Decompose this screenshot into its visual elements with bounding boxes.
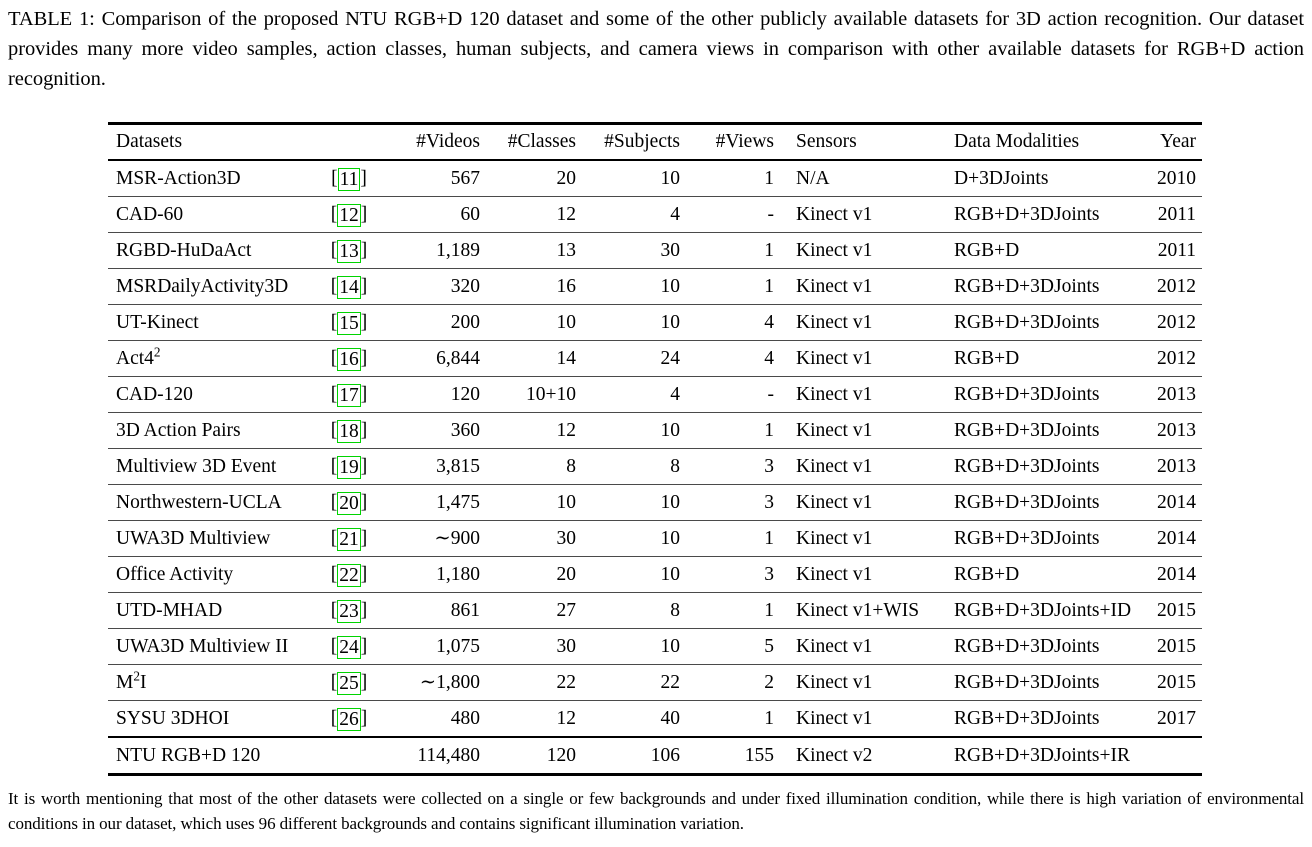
- citation-number[interactable]: 24: [339, 637, 359, 658]
- cell-modalities: D+3DJoints: [954, 168, 1049, 189]
- cell-sensors: Kinect v1: [796, 204, 873, 225]
- cell-videos: 480: [450, 708, 480, 729]
- citation-link[interactable]: [331, 449, 368, 484]
- table-row: [108, 485, 1202, 521]
- header-subjects: #Subjects: [604, 131, 680, 152]
- cell-classes: 22: [556, 672, 576, 693]
- cell-dataset-name: UWA3D Multiview: [116, 528, 271, 549]
- cell-dataset-name: Northwestern-UCLA: [116, 492, 282, 513]
- cell-subjects: 10: [660, 636, 680, 657]
- citation-bracket-open: [: [330, 636, 338, 657]
- cell-year: 2012: [1157, 276, 1196, 297]
- citation-bracket-open: [: [330, 240, 338, 261]
- table-row: [108, 629, 1202, 665]
- citation-link[interactable]: [331, 593, 368, 628]
- citation-bracket-close: ]: [360, 456, 368, 477]
- cell-dataset-name: MSRDailyActivity3D: [116, 276, 289, 297]
- cell-videos: ∼1,800: [419, 672, 480, 693]
- table-row: [108, 269, 1202, 305]
- cell-classes: 20: [556, 168, 576, 189]
- cell-sensors: Kinect v1: [796, 636, 873, 657]
- cell-sensors: Kinect v1+WIS: [796, 600, 920, 621]
- cell-modalities: RGB+D+3DJoints: [954, 420, 1100, 441]
- cell-sensors: N/A: [796, 168, 830, 189]
- citation-link[interactable]: [331, 341, 368, 376]
- header-videos: #Videos: [416, 131, 480, 152]
- cell-modalities: RGB+D: [954, 348, 1020, 369]
- cell-citation[interactable]: [312, 341, 386, 377]
- cell-views: 3: [764, 456, 774, 477]
- cell-dataset-name: CAD-120: [116, 384, 193, 405]
- cell-subjects: 10: [660, 528, 680, 549]
- cell-year: 2012: [1157, 312, 1196, 333]
- citation-number[interactable]: 15: [339, 313, 359, 334]
- citation-bracket-open: [: [331, 168, 338, 189]
- header-sensors: Sensors: [796, 131, 857, 152]
- citation-link[interactable]: [331, 665, 368, 700]
- cell-subjects: 10: [660, 168, 680, 189]
- cell-modalities: RGB+D+3DJoints: [954, 276, 1100, 297]
- citation-bracket-open: [: [330, 384, 338, 405]
- cell-subjects: 4: [670, 204, 680, 225]
- cell-subjects: 10: [660, 276, 680, 297]
- cell-year: 2013: [1157, 384, 1196, 405]
- cell-videos: 6,844: [436, 348, 480, 369]
- cell-views: 4: [764, 348, 774, 369]
- cell-dataset-name: UT-Kinect: [116, 312, 199, 333]
- cell-sensors: Kinect v1: [796, 348, 873, 369]
- cell-views: 1: [764, 528, 774, 549]
- cell-dataset-name: $Act4^2$: [116, 344, 161, 369]
- cell-sensors: Kinect v1: [796, 384, 873, 405]
- cell-subjects: 8: [670, 456, 680, 477]
- citation-link[interactable]: [331, 233, 368, 268]
- cell-dataset-name: $M^2I$: [116, 668, 147, 693]
- citation-bracket-close: ]: [360, 348, 368, 369]
- cell-classes: 10: [556, 492, 576, 513]
- cell-modalities: RGB+D: [954, 240, 1020, 261]
- cell-sensors: Kinect v1: [796, 672, 873, 693]
- citation-number[interactable]: 14: [339, 277, 359, 298]
- header-classes: #Classes: [507, 131, 576, 152]
- cell-year: 2012: [1157, 348, 1196, 369]
- table-row: [108, 557, 1202, 593]
- citation-bracket-close: ]: [360, 240, 368, 261]
- cell-videos: 861: [450, 600, 480, 621]
- header-year: Year: [1160, 131, 1196, 152]
- cell-modalities: RGB+D+3DJoints: [954, 528, 1100, 549]
- cell-subjects: 106: [650, 745, 680, 766]
- cell-classes: 30: [556, 636, 576, 657]
- cell-citation[interactable]: [312, 413, 386, 449]
- cell-subjects: 10: [660, 564, 680, 585]
- citation-number[interactable]: 12: [339, 205, 359, 226]
- cell-subjects: 30: [660, 240, 680, 261]
- table-bottom-rule: [108, 775, 1202, 777]
- cell-classes: 120: [546, 745, 576, 766]
- cell-classes: 8: [566, 456, 576, 477]
- cell-citation[interactable]: [312, 197, 386, 233]
- header-views: #Views: [715, 131, 774, 152]
- cell-modalities: RGB+D+3DJoints: [954, 204, 1100, 225]
- cell-modalities: RGB+D+3DJoints: [954, 636, 1100, 657]
- table-row: [108, 341, 1202, 377]
- cell-year: 2011: [1157, 240, 1196, 261]
- table-row: [108, 593, 1202, 629]
- cell-citation[interactable]: [312, 701, 386, 737]
- table-caption: TABLE 1: Comparison of the proposed NTU RGB+D 120 dataset and some of the other publicly available datasets for 3D action recognition. Our dataset provides many more video samples, action classes, human subjects, and camera views in comparison with other available datasets for RGB+D action recognition.: [8, 8, 1304, 90]
- citation-bracket-open: [: [330, 204, 338, 225]
- citation-number[interactable]: 25: [339, 673, 359, 694]
- cell-videos: 1,189: [436, 240, 480, 261]
- cell-classes: 10+10: [526, 384, 576, 405]
- cell-subjects: 8: [670, 600, 680, 621]
- cell-modalities: RGB+D+3DJoints: [954, 492, 1100, 513]
- cell-views: 1: [764, 600, 774, 621]
- cell-dataset-name: SYSU 3DHOI: [116, 708, 230, 729]
- table-row: [108, 449, 1202, 485]
- citation-bracket-open: [: [330, 420, 338, 441]
- cell-views: 2: [764, 672, 774, 693]
- cell-classes: 14: [556, 348, 576, 369]
- cell-dataset-name: MSR-Action3D: [116, 168, 241, 189]
- cell-year: 2013: [1157, 456, 1196, 477]
- table-header-row: [108, 125, 1202, 160]
- cell-classes: 16: [556, 276, 576, 297]
- cell-sensors: Kinect v1: [796, 420, 873, 441]
- citation-bracket-close: ]: [360, 384, 368, 405]
- comparison-table: [108, 122, 1202, 776]
- table-row: [108, 197, 1202, 233]
- citation-link[interactable]: [331, 161, 367, 196]
- citation-bracket-close: ]: [360, 672, 368, 693]
- cell-sensors: Kinect v1: [796, 708, 873, 729]
- cell-views: 1: [764, 708, 774, 729]
- cell-sensors: Kinect v1: [796, 528, 873, 549]
- cell-videos: 114,480: [417, 745, 480, 766]
- citation-bracket-open: [: [330, 456, 338, 477]
- table-row: [108, 233, 1202, 269]
- cell-dataset-name: Office Activity: [116, 564, 234, 585]
- citation-bracket-close: ]: [360, 636, 368, 657]
- citation-bracket-close: ]: [360, 204, 368, 225]
- cell-classes: 20: [556, 564, 576, 585]
- cell-citation: [312, 738, 386, 775]
- cell-views: 5: [764, 636, 774, 657]
- citation-bracket-open: [: [330, 276, 338, 297]
- cell-year: 2015: [1157, 600, 1196, 621]
- citation-bracket-close: ]: [360, 528, 368, 549]
- cell-citation[interactable]: [312, 665, 386, 701]
- citation-bracket-open: [: [330, 708, 338, 729]
- cell-citation[interactable]: [312, 377, 386, 413]
- cell-dataset-name: Multiview 3D Event: [116, 456, 277, 477]
- cell-sensors: Kinect v2: [796, 745, 873, 766]
- cell-modalities: RGB+D+3DJoints: [954, 312, 1100, 333]
- citation-number[interactable]: 11: [339, 169, 359, 190]
- cell-views: 1: [764, 168, 774, 189]
- cell-modalities: RGB+D+3DJoints: [954, 672, 1100, 693]
- cell-views: 3: [764, 564, 774, 585]
- citation-number[interactable]: 21: [339, 529, 359, 550]
- citation-number[interactable]: 22: [339, 565, 359, 586]
- cell-dataset-name: NTU RGB+D 120: [116, 745, 261, 766]
- cell-dataset-name: UWA3D Multiview II: [116, 636, 289, 657]
- cell-dataset-name: RGBD-HuDaAct: [116, 240, 252, 261]
- table-row: [108, 701, 1202, 737]
- cell-year: 2015: [1157, 636, 1196, 657]
- cell-citation[interactable]: [312, 521, 386, 557]
- citation-link[interactable]: [331, 521, 368, 556]
- citation-link[interactable]: [331, 629, 368, 664]
- cell-modalities: RGB+D+3DJoints: [954, 708, 1100, 729]
- cell-videos: 1,475: [436, 492, 480, 513]
- cell-sensors: Kinect v1: [796, 312, 873, 333]
- cell-classes: 30: [556, 528, 576, 549]
- cell-views: -: [767, 204, 774, 225]
- cell-views: -: [767, 384, 774, 405]
- citation-number[interactable]: 23: [339, 601, 359, 622]
- header-modalities: Data Modalities: [954, 131, 1080, 152]
- table-row: [108, 305, 1202, 341]
- cell-sensors: Kinect v1: [796, 240, 873, 261]
- cell-videos: 1,180: [436, 564, 480, 585]
- citation-bracket-open: [: [330, 672, 338, 693]
- cell-modalities: RGB+D+3DJoints+ID: [954, 600, 1132, 621]
- citation-bracket-open: [: [330, 600, 338, 621]
- cell-year: 2014: [1157, 564, 1196, 585]
- citation-link[interactable]: [331, 413, 368, 448]
- citation-bracket-close: ]: [360, 492, 368, 513]
- cell-sensors: Kinect v1: [796, 564, 873, 585]
- header-citation: [312, 125, 386, 160]
- cell-videos: 360: [450, 420, 480, 441]
- cell-dataset-name: CAD-60: [116, 204, 184, 225]
- cell-year: 2017: [1157, 708, 1196, 729]
- citation-number[interactable]: 26: [339, 709, 359, 730]
- cell-sensors: Kinect v1: [796, 492, 873, 513]
- cell-classes: 12: [556, 420, 576, 441]
- citation-number[interactable]: 16: [339, 349, 359, 370]
- cell-classes: 10: [556, 312, 576, 333]
- citation-bracket-open: [: [330, 528, 338, 549]
- citation-link[interactable]: [331, 197, 368, 232]
- cell-classes: 13: [556, 240, 576, 261]
- cell-citation[interactable]: [312, 557, 386, 593]
- citation-bracket-open: [: [330, 348, 338, 369]
- cell-citation[interactable]: [312, 449, 386, 485]
- cell-videos: 567: [450, 168, 480, 189]
- cell-year: [1148, 738, 1202, 775]
- cell-subjects: 4: [670, 384, 680, 405]
- citation-number[interactable]: 18: [339, 421, 359, 442]
- cell-year: 2014: [1157, 492, 1196, 513]
- citation-bracket-close: ]: [360, 168, 367, 189]
- citation-bracket-open: [: [330, 312, 338, 333]
- citation-link[interactable]: [331, 305, 368, 340]
- cell-citation[interactable]: [312, 161, 386, 197]
- table-row: [108, 413, 1202, 449]
- citation-link[interactable]: [331, 557, 368, 592]
- cell-citation[interactable]: [312, 269, 386, 305]
- citation-number[interactable]: 13: [339, 241, 359, 262]
- cell-modalities: RGB+D+3DJoints: [954, 384, 1100, 405]
- cell-year: 2011: [1157, 204, 1196, 225]
- citation-bracket-close: ]: [360, 276, 368, 297]
- cell-subjects: 10: [660, 420, 680, 441]
- cell-subjects: 40: [660, 708, 680, 729]
- citation-link[interactable]: [331, 701, 368, 736]
- citation-bracket-close: ]: [360, 564, 368, 585]
- cell-dataset-name: UTD-MHAD: [116, 600, 223, 621]
- citation-bracket-close: ]: [360, 420, 368, 441]
- cell-modalities: RGB+D+3DJoints: [954, 456, 1100, 477]
- citation-bracket-close: ]: [360, 600, 368, 621]
- cell-classes: 12: [556, 204, 576, 225]
- cell-subjects: 10: [660, 492, 680, 513]
- citation-bracket-open: [: [330, 492, 338, 513]
- table-row: [108, 377, 1202, 413]
- cell-views: 155: [744, 745, 774, 766]
- cell-modalities: RGB+D: [954, 564, 1020, 585]
- comparison-table-container: [108, 122, 1202, 776]
- header-datasets: Datasets: [116, 131, 183, 152]
- cell-sensors: Kinect v1: [796, 456, 873, 477]
- cell-sensors: Kinect v1: [796, 276, 873, 297]
- cell-citation[interactable]: [312, 233, 386, 269]
- cell-views: 1: [764, 420, 774, 441]
- citation-link[interactable]: [331, 485, 368, 520]
- citation-bracket-close: ]: [360, 708, 368, 729]
- cell-subjects: 10: [660, 312, 680, 333]
- citation-number[interactable]: 19: [339, 457, 359, 478]
- cell-views: 1: [764, 240, 774, 261]
- cell-views: 4: [764, 312, 774, 333]
- table-footnote: It is worth mentioning that most of the other datasets were collected on a single or few backgrounds and under fixed illumination condition, while there is high variation of environmental conditions in our dataset, which uses 96 different backgrounds and contains significant illumination variation.: [8, 789, 1304, 833]
- dataset-name-superscript: 2: [133, 668, 140, 684]
- cell-citation[interactable]: [312, 305, 386, 341]
- cell-subjects: 24: [660, 348, 680, 369]
- cell-videos: 60: [460, 204, 480, 225]
- cell-year: 2015: [1157, 672, 1196, 693]
- cell-subjects: 22: [660, 672, 680, 693]
- table-row-highlight: [108, 738, 1202, 775]
- cell-year: 2010: [1157, 168, 1196, 189]
- table-row: [108, 161, 1202, 197]
- cell-classes: 27: [556, 600, 576, 621]
- citation-bracket-close: ]: [360, 312, 368, 333]
- table-row: [108, 521, 1202, 557]
- cell-videos: 1,075: [436, 636, 480, 657]
- cell-classes: 12: [556, 708, 576, 729]
- citation-number[interactable]: 20: [339, 493, 359, 514]
- citation-bracket-open: [: [330, 564, 338, 585]
- cell-citation[interactable]: [312, 593, 386, 629]
- citation-number[interactable]: 17: [339, 385, 359, 406]
- cell-views: 3: [764, 492, 774, 513]
- cell-modalities: RGB+D+3DJoints+IR: [954, 745, 1131, 766]
- table-row: [108, 665, 1202, 701]
- cell-videos: 3,815: [436, 456, 480, 477]
- cell-videos: 200: [450, 312, 480, 333]
- cell-videos: 320: [450, 276, 480, 297]
- cell-videos: 120: [450, 384, 480, 405]
- citation-link[interactable]: [331, 269, 368, 304]
- citation-link[interactable]: [331, 377, 368, 412]
- cell-views: 1: [764, 276, 774, 297]
- cell-citation[interactable]: [312, 485, 386, 521]
- cell-dataset-name: 3D Action Pairs: [116, 420, 241, 441]
- cell-videos: ∼900: [434, 528, 480, 549]
- cell-year: 2013: [1157, 420, 1196, 441]
- cell-citation[interactable]: [312, 629, 386, 665]
- cell-year: 2014: [1157, 528, 1196, 549]
- dataset-name-superscript: 2: [153, 344, 161, 360]
